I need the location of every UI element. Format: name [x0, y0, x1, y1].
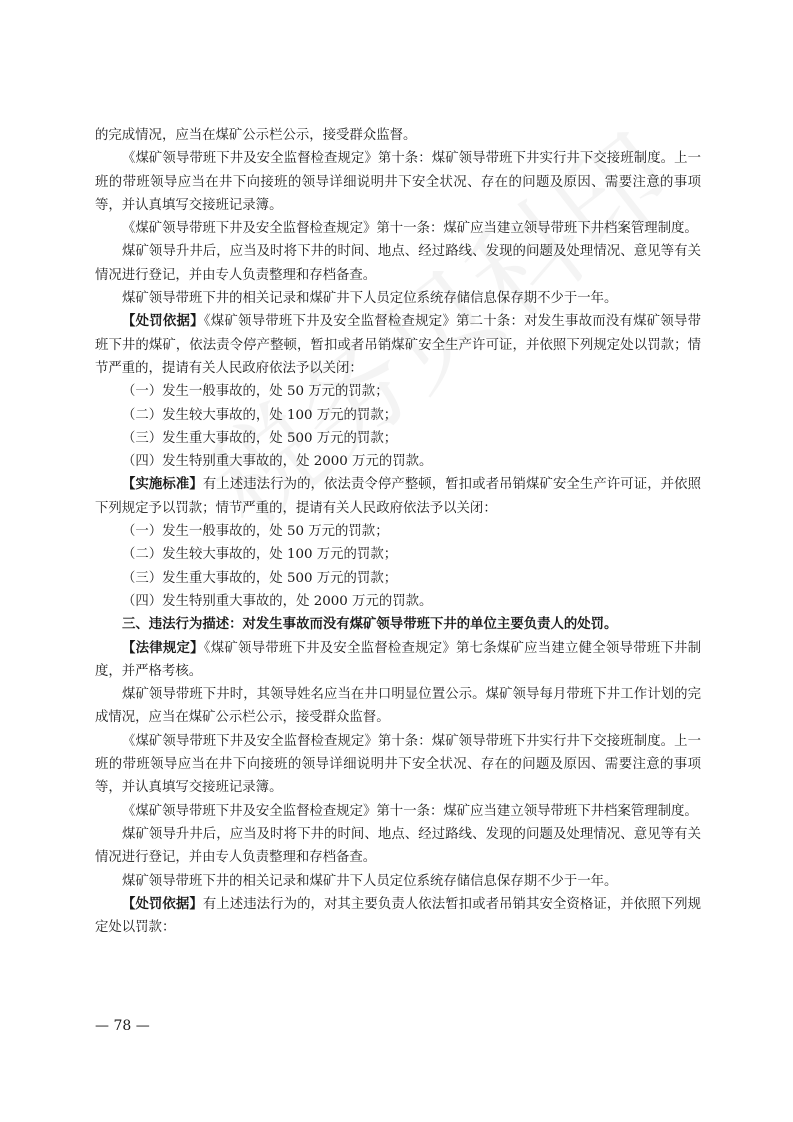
paragraph-heading: 【处罚依据】 [122, 313, 204, 330]
paragraph-text: 煤矿领导带班下井的相关记录和煤矿井下人员定位系统存储信息保存期不少于一年。 [122, 873, 618, 889]
paragraph [95, 590, 701, 613]
paragraph [95, 800, 701, 823]
paragraph-text: 《煤矿领导带班下井及安全监督检查规定》第十一条：煤矿应当建立领导带班下井档案管理制度。 [122, 803, 698, 819]
paragraph [95, 730, 701, 800]
page-number: — 78 — [95, 1018, 150, 1034]
paragraph [95, 637, 701, 684]
paragraph-text: 煤矿领导升井后，应当及时将下井的时间、地点、经过路线、发现的问题及处理情况、意见等有关情况进行登记，并由专人负责整理和存档备查。 [95, 826, 701, 866]
paragraph-text: （二）发生较大事故的，处 100 万元的罚款； [122, 547, 398, 563]
paragraph [95, 124, 701, 147]
paragraph [95, 683, 701, 730]
paragraph-text: 有上述违法行为的，对其主要负责人依法暂扣或者吊销其安全资格证，并依照下列规定处以罚款： [95, 896, 702, 936]
paragraph [95, 870, 701, 893]
paragraph [95, 147, 701, 217]
paragraph-text: （四）发生特别重大事故的，处 2000 万元的罚款。 [122, 454, 433, 470]
paragraph [95, 240, 701, 287]
paragraph-text: （一）发生一般事故的，处 50 万元的罚款； [122, 384, 389, 400]
paragraph-text: 煤矿领导带班下井时，其领导姓名应当在井口明显位置公示。煤矿领导每月带班下井工作计划的完成情况，应当在煤矿公示栏公示，接受群众监督。 [95, 687, 701, 726]
paragraph-heading: 三、违法行为描述：对发生事故而没有煤矿领导带班下井的单位主要负责人的处罚。 [122, 616, 618, 633]
paragraph-text: （四）发生特别重大事故的，处 2000 万元的罚款。 [122, 593, 433, 609]
paragraph [95, 380, 701, 403]
paragraph-text: 的完成情况，应当在煤矿公示栏公示，接受群众监督。 [95, 128, 417, 143]
paragraph [95, 520, 701, 543]
paragraph-heading: 【处罚依据】 [122, 895, 203, 912]
paragraph-text: 煤矿领导带班下井的相关记录和煤矿井下人员定位系统存储信息保存期不少于一年。 [122, 291, 618, 307]
document-body [95, 124, 701, 939]
paragraph-text: （三）发生重大事故的，处 500 万元的罚款； [122, 430, 398, 446]
paragraph [95, 543, 701, 566]
paragraph [95, 823, 701, 870]
paragraph [95, 310, 701, 380]
paragraph-text: 《煤矿领导带班下井及安全监督检查规定》第十条：煤矿领导带班下井实行井下交接班制度。上一班的带班领导应当在井下向接班的领导详细说明井下安全状况、存在的问题及原因、需要注意的事项等，并认真填写交接班记录簿。 [95, 151, 701, 213]
paragraph-text: （三）发生重大事故的，处 500 万元的罚款； [122, 570, 398, 586]
paragraph-heading: 【实施标准】 [122, 476, 203, 493]
paragraph [95, 893, 701, 940]
paragraph [95, 287, 701, 310]
paragraph-text: 《煤矿领导带班下井及安全监督检查规定》第十条：煤矿领导带班下井实行井下交接班制度。上一班的带班领导应当在井下向接班的领导详细说明井下安全状况、存在的问题及原因、需要注意的事项等，并认真填写交接班记录簿。 [95, 733, 701, 796]
paragraph [95, 567, 701, 590]
paragraph [95, 427, 701, 450]
paragraph-text: 《煤矿领导带班下井及安全监督检查规定》第七条煤矿应当建立健全领导带班下井制度，并严格考核。 [95, 640, 701, 679]
paragraph-text: 煤矿领导升井后，应当及时将下井的时间、地点、经过路线、发现的问题及处理情况、意见等有关情况进行登记，并由专人负责整理和存档备查。 [95, 244, 701, 283]
paragraph [95, 473, 701, 520]
paragraph [95, 404, 701, 427]
paragraph-text: 《煤矿领导带班下井及安全监督检查规定》第二十条：对发生事故而没有煤矿领导带班下井的煤矿，依法责令停产整顿，暂扣或者吊销煤矿安全生产许可证，并依照下列规定处以罚款；情节严重的，提请有关人民政府依法予以关闭： [95, 314, 701, 376]
paragraph-text: （二）发生较大事故的，处 100 万元的罚款； [122, 407, 398, 423]
paragraph [95, 613, 701, 636]
paragraph-text: （一）发生一般事故的，处 50 万元的罚款； [122, 524, 389, 540]
paragraph-text: 《煤矿领导带班下井及安全监督检查规定》第十一条：煤矿应当建立领导带班下井档案管理制度。 [122, 221, 698, 237]
paragraph [95, 217, 701, 240]
paragraph-text: 有上述违法行为的，依法责令停产整顿，暂扣或者吊销煤矿安全生产许可证，并依照下列规定予以罚款；情节严重的，提请有关人民政府依法予以关闭： [95, 477, 702, 516]
paragraph [95, 450, 701, 473]
paragraph-heading: 【法律规定】 [122, 639, 204, 656]
